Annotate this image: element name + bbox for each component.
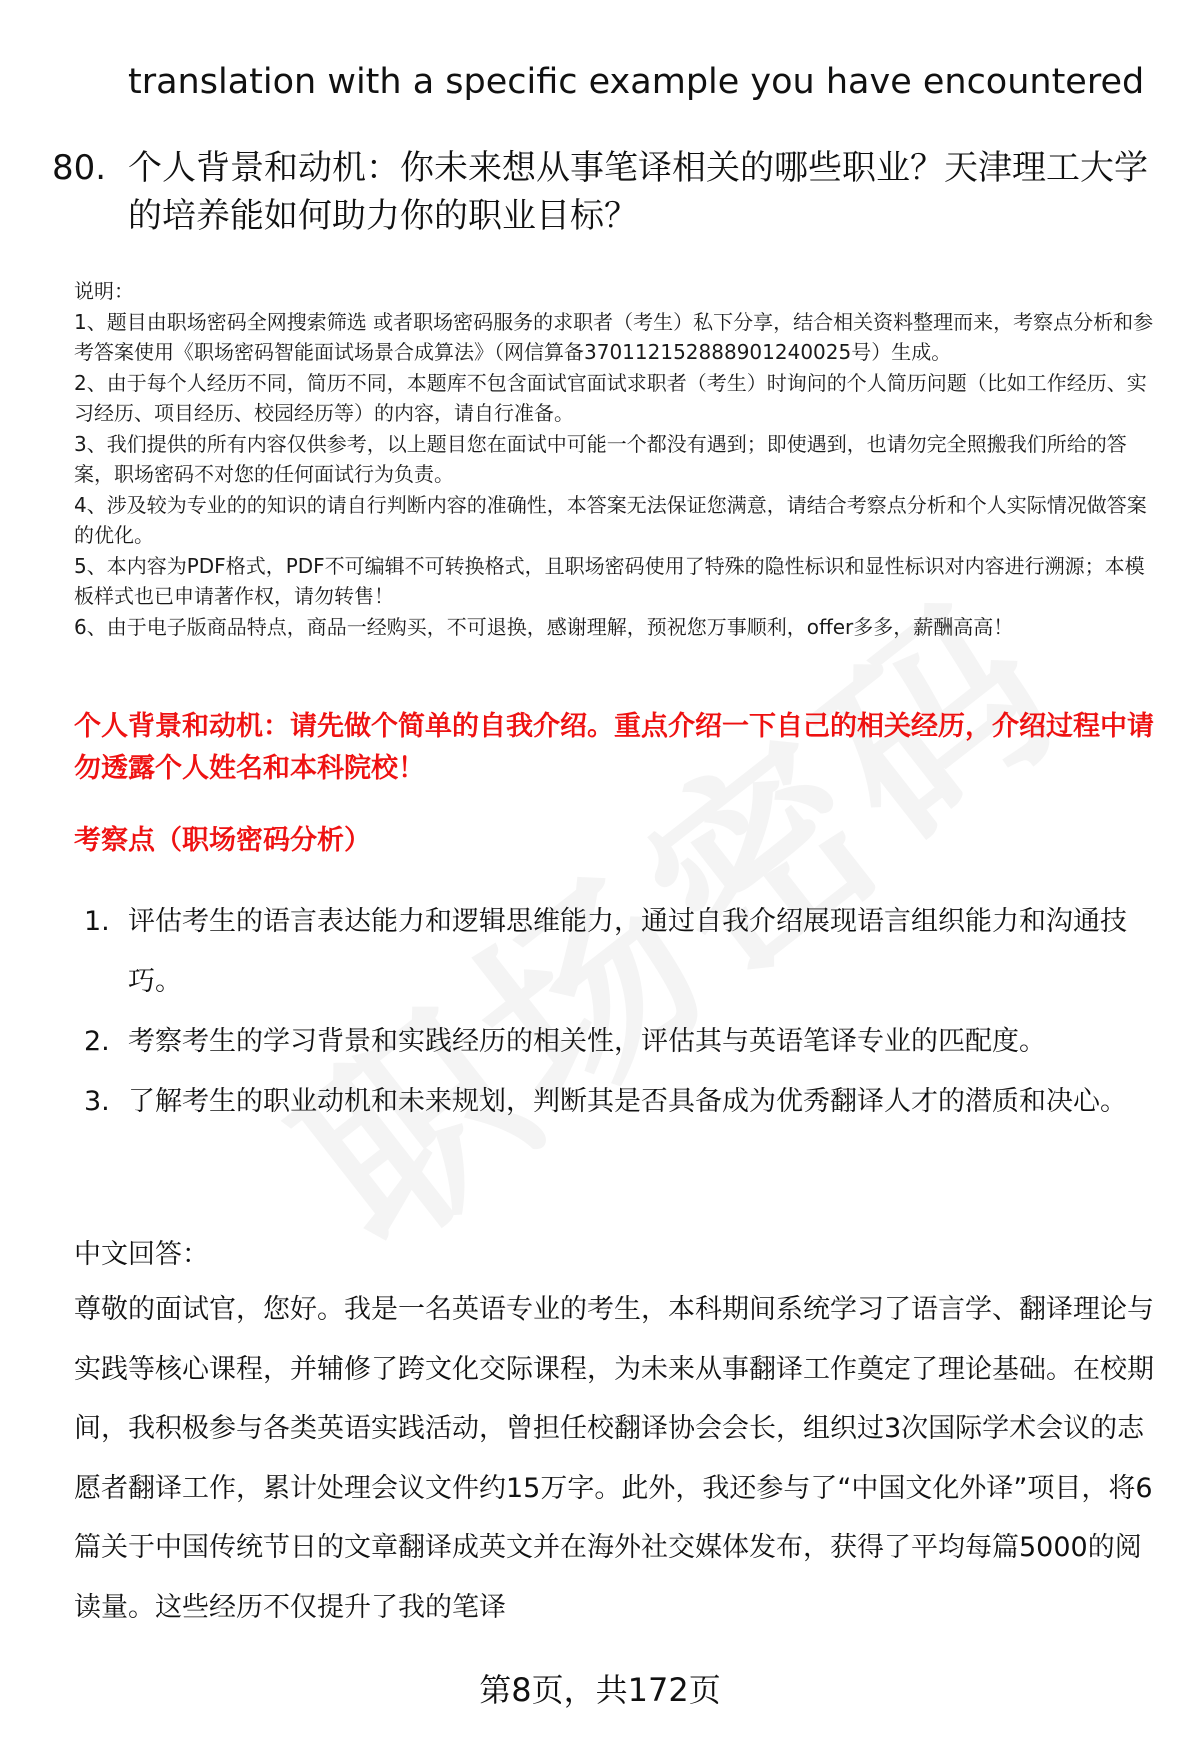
list-item-text: 了解考生的职业动机和未来规划，判断其是否具备成为优秀翻译人才的潜质和决心。 [128,1086,1127,1117]
list-item-number: 2. [84,1026,110,1057]
list-item-text: 评估考生的语言表达能力和逻辑思维能力，通过自我介绍展现语言组织能力和沟通技巧。 [128,906,1127,997]
answer-label: 中文回答： [74,1239,209,1270]
note-item: 3、我们提供的所有内容仅供参考，以上题目您在面试中可能一个都没有遇到；即使遇到，也请勿完全照搬我们所给的答案，职场密码不对您的任何面试行为负责。 [74,431,1127,486]
list-item [84,1072,1164,1132]
list-item [84,892,1164,1012]
question-number: 80. [52,148,107,188]
answer-text: 尊敬的面试官，您好。我是一名英语专业的考生，本科期间系统学习了语言学、翻译理论与实践等核心课程，并辅修了跨文化交际课程，为未来从事翻译工作奠定了理论基础。在校期间，我积极参与各类英语实践活动，曾担任校翻译协会会长，组织过3次国际学术会议的志愿者翻译工作，累计处理会议文件约15万字。此外，我还参与了“中国文化外译”项目，将6篇关于中国传统节日的文章翻译成英文并在海外社交媒体发布，获得了平均每篇5000的阅读量。这些经历不仅提升了我的笔译 [74,1294,1154,1623]
question-80 [52,144,1152,240]
analysis-points-list [84,892,1164,1132]
list-item-number: 3. [84,1086,110,1117]
previous-question-continuation: translation with a specific example you have encountered [128,62,1145,102]
note-item: 5、本内容为PDF格式，PDF不可编辑不可转换格式，且职场密码使用了特殊的隐性标识和显性标识对内容进行溯源；本模板样式也已申请著作权，请勿转售！ [74,553,1145,608]
analysis-heading: 考察点（职场密码分析） [74,825,371,856]
interview-question-heading: 个人背景和动机：请先做个简单的自我介绍。重点介绍一下自己的相关经历，介绍过程中请勿透露个人姓名和本科院校！ [74,711,1154,784]
question-text: 个人背景和动机：你未来想从事笔译相关的哪些职业？天津理工大学的培养能如何助力你的职业目标？ [128,148,1148,236]
note-item: 4、涉及较为专业的的知识的请自行判断内容的准确性，本答案无法保证您满意，请结合考察点分析和个人实际情况做答案的优化。 [74,492,1147,547]
note-item: 2、由于每个人经历不同，简历不同，本题库不包含面试官面试求职者（考生）时询问的个人简历问题（比如工作经历、实习经历、项目经历、校园经历等）的内容，请自行准备。 [74,370,1147,425]
list-item-text: 考察考生的学习背景和实践经历的相关性，评估其与英语笔译专业的匹配度。 [128,1026,1046,1057]
notes-block [74,276,1154,642]
note-item: 6、由于电子版商品特点，商品一经购买，不可退换，感谢理解，预祝您万事顺利，offer多多，薪酬高高！ [74,614,1014,639]
list-item [84,1012,1164,1072]
list-item-number: 1. [84,906,110,937]
notes-title: 说明： [74,279,134,303]
note-item: 1、题目由职场密码全网搜索筛选 或者职场密码服务的求职者（考生）私下分享，结合相关资料整理而来，考察点分析和参考答案使用《职场密码智能面试场景合成算法》（网信算备370112152888901240025号）生成。 [74,309,1154,364]
page-number: 第8页，共172页 [479,1671,721,1709]
